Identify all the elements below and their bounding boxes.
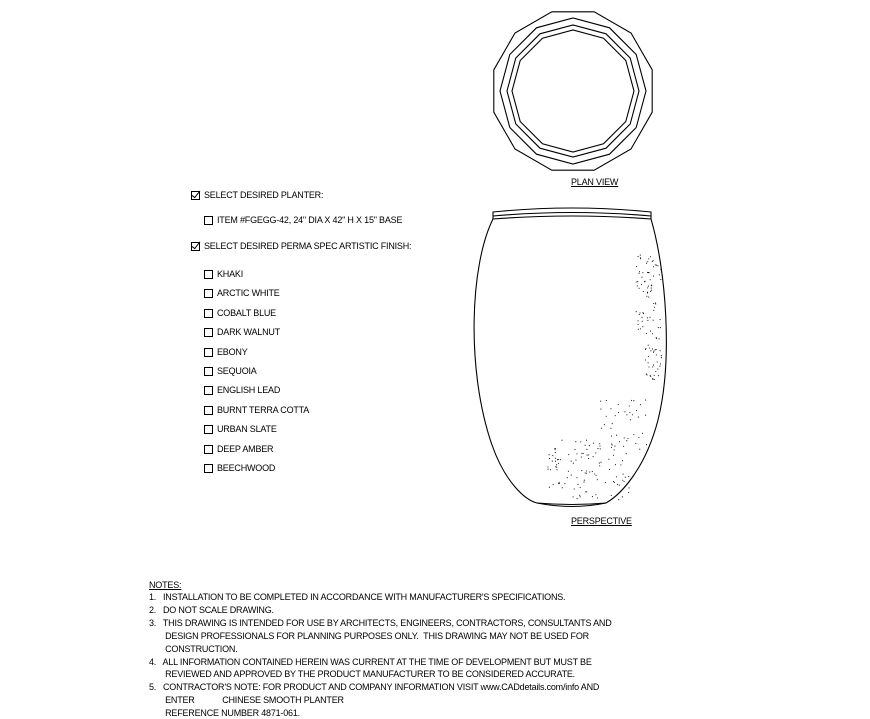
finish-checkbox[interactable] bbox=[204, 367, 213, 376]
finish-label: DARK WALNUT bbox=[217, 327, 280, 338]
finish-checkbox[interactable] bbox=[204, 386, 213, 395]
plan-middle-rim bbox=[500, 18, 646, 164]
plan-outer-rim bbox=[494, 12, 652, 170]
note-line: 4. ALL INFORMATION CONTAINED HEREIN WAS CURRENT AT THE TIME OF DEVELOPMENT BUT MUST BE bbox=[149, 656, 592, 667]
planter-header: SELECT DESIRED PLANTER: bbox=[204, 190, 324, 200]
planter-texture-stipple bbox=[547, 255, 662, 501]
finish-checkbox[interactable] bbox=[204, 445, 213, 454]
note-line: ENTER CHINESE SMOOTH PLANTER bbox=[149, 695, 344, 706]
note-line: REFERENCE NUMBER 4871-061. bbox=[149, 708, 300, 719]
finish-checkbox[interactable] bbox=[204, 464, 213, 473]
finish-label: DEEP AMBER bbox=[217, 443, 274, 454]
planter-item-label: ITEM #FGEGG-42, 24" DIA X 42" H X 15" BASE bbox=[217, 215, 403, 225]
finish-label: EBONY bbox=[217, 346, 248, 357]
finish-label: URBAN SLATE bbox=[217, 424, 277, 435]
finish-label: ARCTIC WHITE bbox=[217, 288, 280, 299]
finish-checkbox[interactable] bbox=[204, 425, 213, 434]
planter-rim-band bbox=[493, 208, 651, 219]
note-line: CONSTRUCTION. bbox=[149, 643, 238, 654]
finish-header-checkbox[interactable] bbox=[191, 242, 200, 251]
finish-checkbox[interactable] bbox=[204, 289, 213, 298]
planter-base-line bbox=[537, 503, 606, 505]
plan-view-label: PLAN VIEW bbox=[571, 177, 619, 187]
note-line: DESIGN PROFESSIONALS FOR PLANNING PURPOSES ONLY. THIS DRAWING MAY NOT BE USED FOR bbox=[149, 630, 589, 641]
finish-checkbox[interactable] bbox=[204, 348, 213, 357]
perspective-view bbox=[474, 208, 666, 507]
note-line: REVIEWED AND APPROVED BY THE PRODUCT MANUFACTURER TO BE CONSIDERED ACCURATE. bbox=[149, 669, 575, 680]
finish-checkbox[interactable] bbox=[204, 328, 213, 337]
perspective-label: PERSPECTIVE bbox=[571, 516, 632, 526]
finish-label: SEQUOIA bbox=[217, 366, 257, 376]
planter-body bbox=[474, 219, 666, 507]
note-line: 5. CONTRACTOR'S NOTE: FOR PRODUCT AND COMPANY INFORMATION VISIT www.CADdetails.com/info AND bbox=[149, 682, 600, 693]
note-line: 1. INSTALLATION TO BE COMPLETED IN ACCORDANCE WITH MANUFACTURER'S SPECIFICATIONS. bbox=[149, 592, 566, 602]
planter-item-checkbox[interactable] bbox=[204, 216, 213, 225]
finish-label: BURNT TERRA COTTA bbox=[217, 404, 310, 415]
plan-inner-rim bbox=[507, 25, 639, 157]
finish-label: BEECHWOOD bbox=[217, 463, 276, 473]
finish-checkbox[interactable] bbox=[204, 270, 213, 279]
plan-inner-opening bbox=[512, 30, 634, 152]
finish-label: COBALT BLUE bbox=[217, 307, 276, 318]
note-line: 2. DO NOT SCALE DRAWING. bbox=[149, 604, 274, 615]
planter-header-checkbox[interactable] bbox=[191, 191, 200, 200]
plan-view bbox=[494, 12, 652, 170]
finish-checkbox[interactable] bbox=[204, 406, 213, 415]
finish-label: ENGLISH LEAD bbox=[217, 385, 281, 396]
finish-header: SELECT DESIRED PERMA SPEC ARTISTIC FINISH: bbox=[204, 241, 412, 251]
finish-checkbox[interactable] bbox=[204, 309, 213, 318]
note-line: 3. THIS DRAWING IS INTENDED FOR USE BY ARCHITECTS, ENGINEERS, CONTRACTORS, CONSULTANTS AND bbox=[149, 617, 612, 628]
finish-label: KHAKI bbox=[217, 269, 244, 279]
notes-heading: NOTES: bbox=[149, 580, 182, 590]
